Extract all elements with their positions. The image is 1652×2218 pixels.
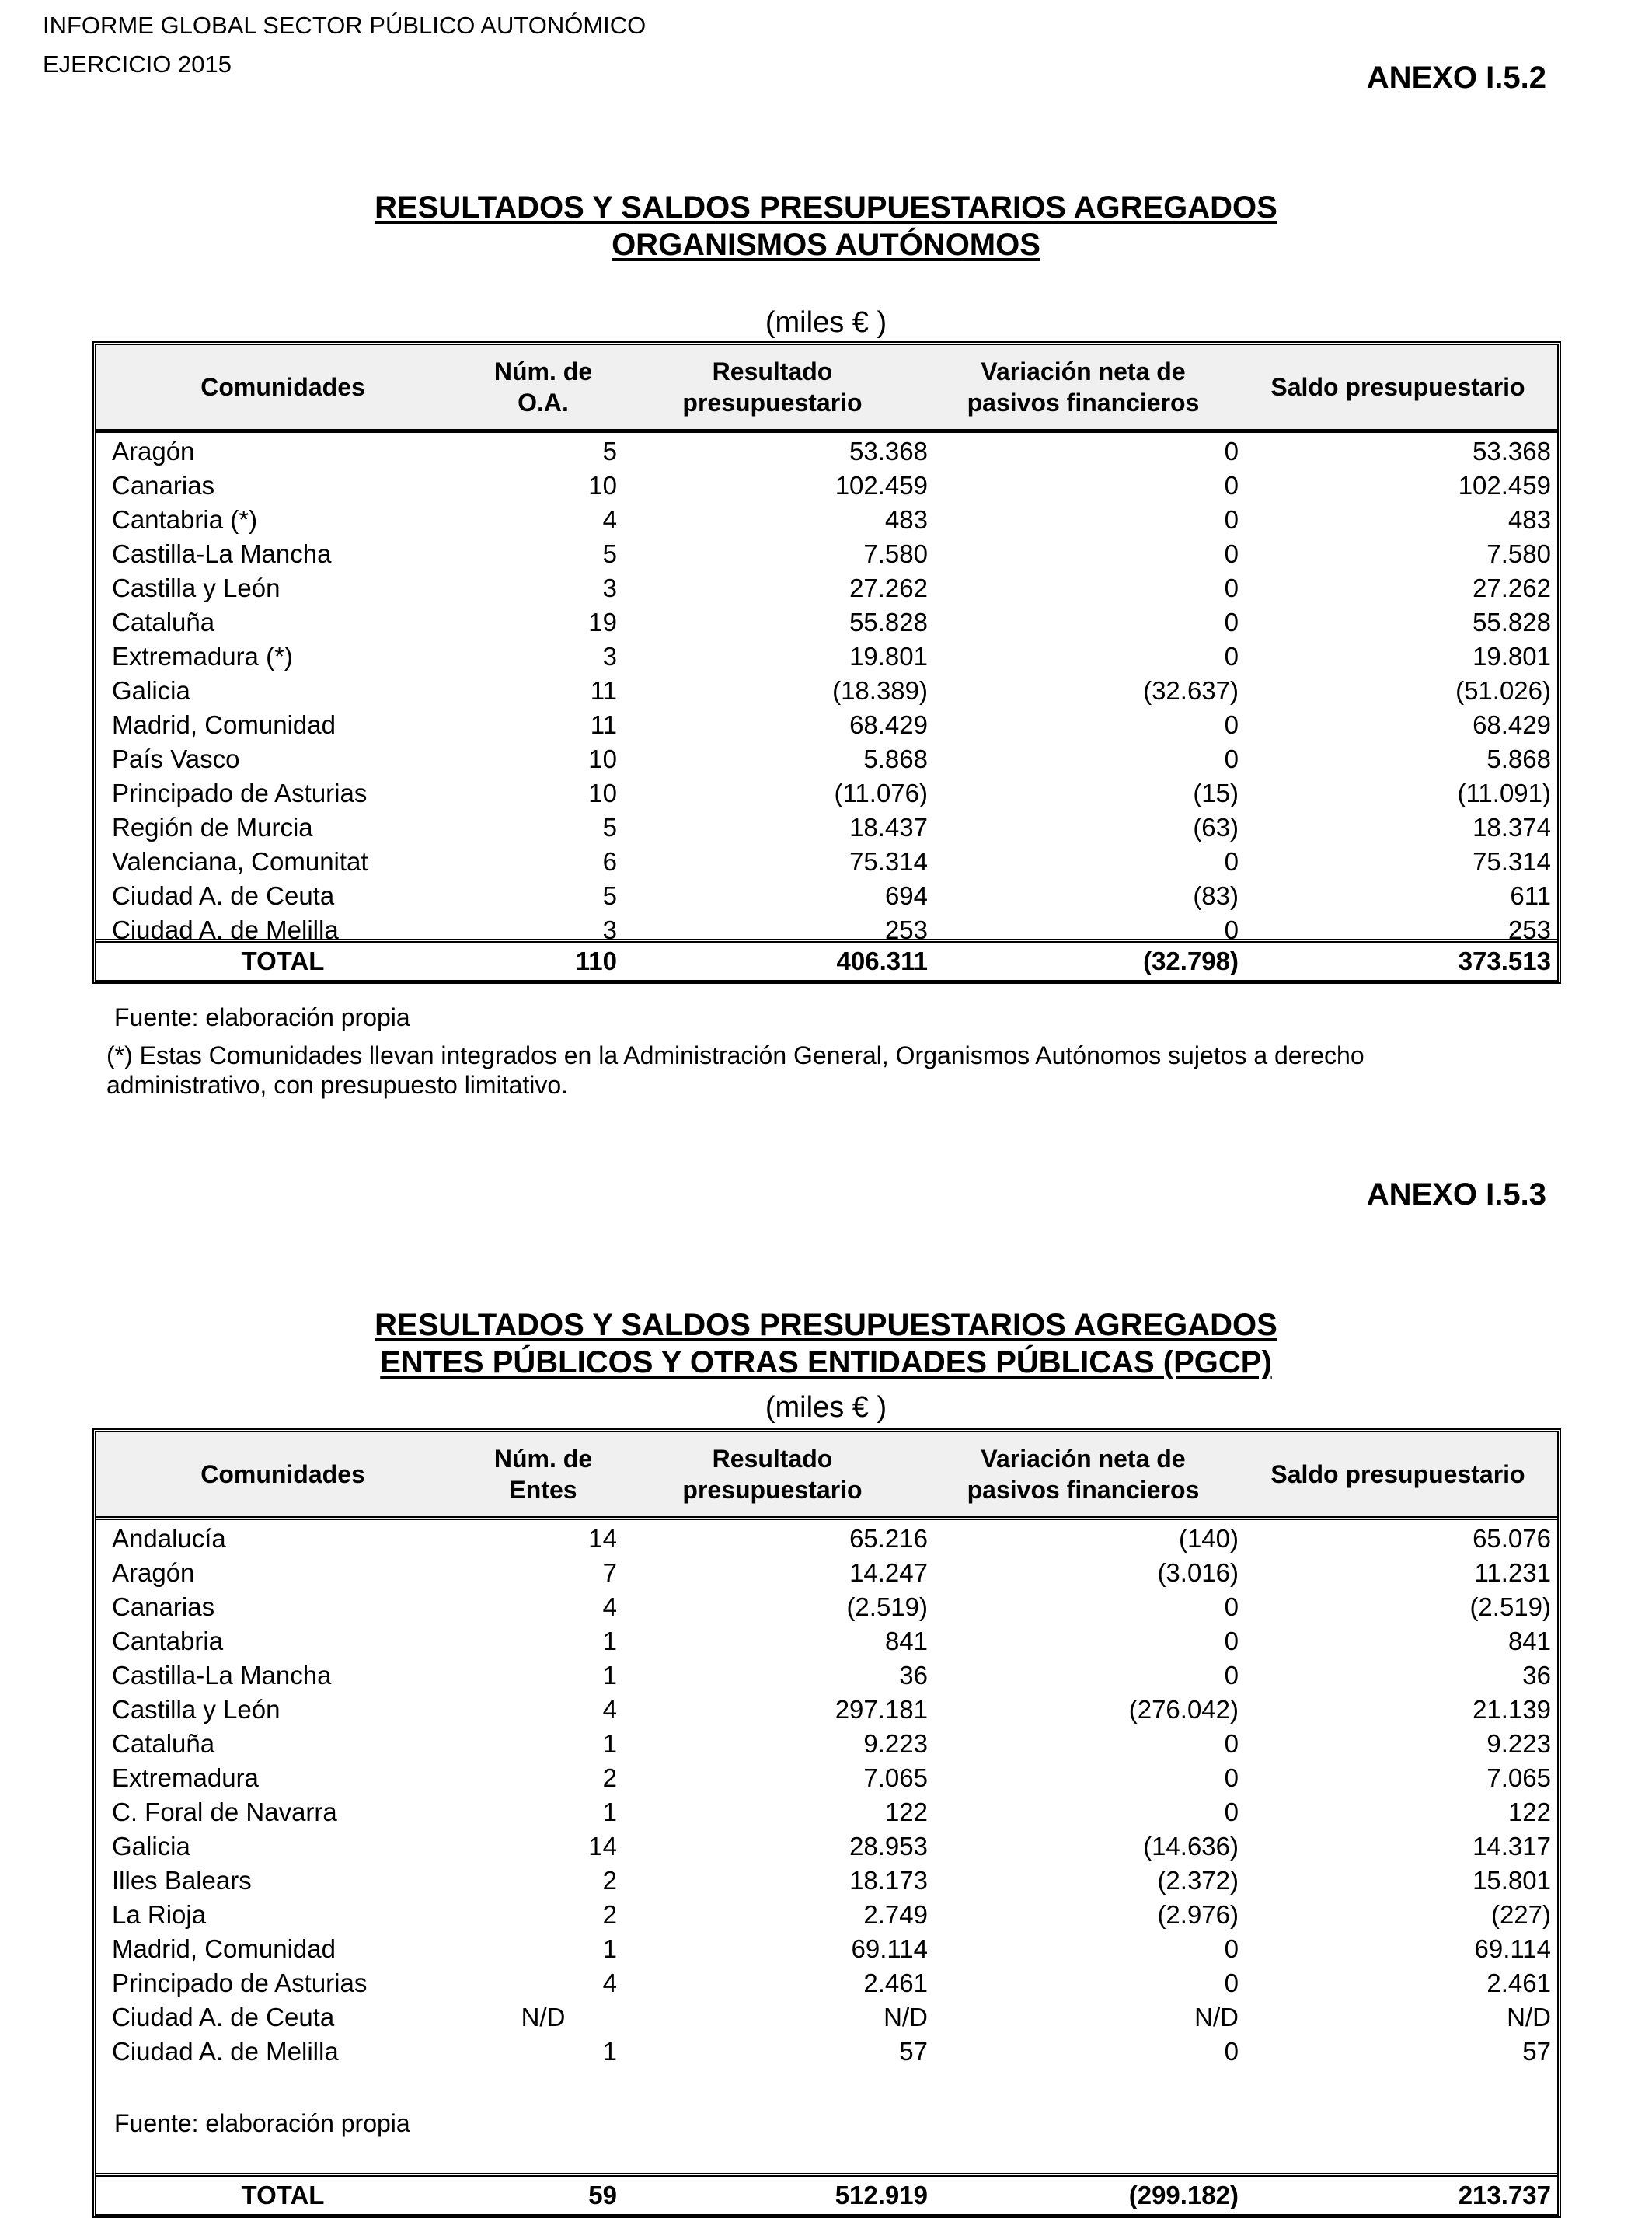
- cell-variacion: 0: [1224, 574, 1239, 602]
- source-note: Fuente: elaboración propia: [114, 1003, 410, 1031]
- cell-saldo: 65.076: [1473, 1524, 1551, 1553]
- cell-saldo: 122: [1507, 1798, 1551, 1826]
- cell-saldo: (11.091): [1457, 779, 1551, 807]
- cell-resultado: 102.459: [835, 471, 928, 500]
- cell-saldo: 75.314: [1473, 847, 1551, 876]
- table-subtitle: ORGANISMOS AUTÓNOMOS: [612, 228, 1040, 262]
- report-header-year: EJERCICIO 2015: [43, 51, 232, 78]
- table-row: [96, 1932, 1557, 1966]
- cell-comunidad: Región de Murcia: [112, 813, 313, 842]
- col-header-num: Núm. de Entes: [493, 1445, 593, 1504]
- budget-table-oa: [92, 341, 1561, 984]
- cell-comunidad: Castilla-La Mancha: [112, 539, 332, 568]
- table-row: [96, 605, 1557, 640]
- cell-resultado: 36: [899, 1661, 928, 1690]
- total-num: 110: [575, 947, 617, 975]
- table-row: [96, 1727, 1557, 1761]
- cell-resultado: 122: [884, 1798, 928, 1826]
- cell-num: 4: [602, 1695, 617, 1724]
- cell-saldo: (2.519): [1469, 1592, 1551, 1621]
- cell-resultado: 55.828: [849, 608, 928, 636]
- cell-num: 1: [602, 1729, 617, 1758]
- cell-comunidad: Galicia: [112, 1832, 190, 1861]
- cell-saldo: 27.262: [1473, 574, 1551, 602]
- cell-comunidad: Castilla-La Mancha: [112, 1661, 332, 1690]
- cell-comunidad: Andalucía: [112, 1524, 226, 1553]
- units-label: (miles € ): [765, 306, 887, 339]
- cell-num: 4: [602, 1969, 617, 1997]
- cell-num: 3: [602, 915, 617, 944]
- cell-num: 11: [590, 710, 617, 739]
- col-header-resultado: Resultado presupuestario: [682, 1445, 863, 1504]
- cell-comunidad: Canarias: [112, 471, 215, 500]
- cell-num: 2: [602, 1900, 617, 1929]
- cell-comunidad: Cantabria: [112, 1627, 224, 1655]
- cell-num: 14: [588, 1524, 617, 1553]
- table-row: [96, 2000, 1557, 2035]
- table-row: [96, 1556, 1557, 1590]
- cell-num: N/D: [521, 2003, 566, 2031]
- table-row: [96, 1761, 1557, 1795]
- cell-variacion: 0: [1224, 608, 1239, 636]
- cell-comunidad: Illes Balears: [112, 1866, 252, 1895]
- total-resultado: 406.311: [836, 947, 928, 975]
- cell-resultado: 53.368: [849, 437, 928, 466]
- table-row: [96, 708, 1557, 742]
- table-row: [96, 845, 1557, 879]
- cell-variacion: (32.637): [1143, 676, 1239, 705]
- cell-saldo: 483: [1507, 505, 1551, 534]
- cell-variacion: 0: [1224, 1627, 1239, 1655]
- cell-resultado: 7.065: [863, 1763, 928, 1792]
- total-variacion: (32.798): [1143, 947, 1239, 975]
- table-row: [96, 811, 1557, 845]
- cell-num: 1: [602, 1798, 617, 1826]
- cell-num: 3: [602, 574, 617, 602]
- cell-resultado: 18.437: [849, 813, 928, 842]
- table-row: [96, 1898, 1557, 1932]
- cell-variacion: (276.042): [1128, 1695, 1239, 1724]
- cell-resultado: 75.314: [849, 847, 928, 876]
- cell-num: 5: [602, 881, 617, 910]
- cell-variacion: 0: [1224, 2037, 1239, 2066]
- cell-comunidad: Madrid, Comunidad: [112, 710, 336, 739]
- cell-resultado: 68.429: [849, 710, 928, 739]
- table-body: [96, 1520, 1557, 2069]
- table-row: [96, 1829, 1557, 1864]
- cell-num: 5: [602, 813, 617, 842]
- cell-variacion: 0: [1224, 471, 1239, 500]
- cell-saldo: 55.828: [1473, 608, 1551, 636]
- cell-resultado: 18.173: [849, 1866, 928, 1895]
- cell-saldo: 14.317: [1473, 1832, 1551, 1861]
- total-label: TOTAL: [241, 2181, 325, 2209]
- cell-saldo: 11.231: [1474, 1558, 1551, 1587]
- cell-variacion: (63): [1193, 813, 1239, 842]
- table-header: [96, 345, 1557, 433]
- cell-num: 3: [602, 642, 617, 671]
- table-total-row: [96, 939, 1557, 980]
- cell-saldo: 611: [1510, 881, 1551, 910]
- cell-saldo: (51.026): [1455, 676, 1551, 705]
- cell-variacion: 0: [1224, 539, 1239, 568]
- cell-variacion: (2.372): [1157, 1866, 1239, 1895]
- cell-comunidad: La Rioja: [112, 1900, 207, 1929]
- cell-num: 10: [588, 779, 617, 807]
- cell-saldo: N/D: [1507, 2003, 1551, 2031]
- cell-comunidad: Ciudad A. de Ceuta: [112, 881, 335, 910]
- cell-resultado: 9.223: [863, 1729, 928, 1758]
- cell-saldo: 18.374: [1473, 813, 1551, 842]
- col-header-comunidades: Comunidades: [200, 1460, 365, 1488]
- col-header-variacion: Variación neta de pasivos financieros: [967, 357, 1200, 417]
- table-row: [96, 2035, 1557, 2069]
- cell-saldo: 102.459: [1458, 471, 1551, 500]
- cell-resultado: 7.580: [863, 539, 928, 568]
- table-row: [96, 1693, 1557, 1727]
- footnote: (*) Estas Comunidades llevan integrados en la Administración General, Organismos Autónomos sujetos a derecho administrativo, con presupuesto limitativo.: [106, 1041, 1364, 1100]
- table-header: [96, 1432, 1557, 1520]
- cell-comunidad: Extremadura (*): [112, 642, 293, 671]
- cell-resultado: 19.801: [849, 642, 928, 671]
- cell-variacion: 0: [1224, 847, 1239, 876]
- table-title: RESULTADOS Y SALDOS PRESUPUESTARIOS AGREGADOS: [375, 1308, 1277, 1342]
- annex-label: ANEXO I.5.3: [1366, 1177, 1546, 1212]
- cell-saldo: 7.065: [1486, 1763, 1551, 1792]
- table-row: [96, 1864, 1557, 1898]
- cell-num: 2: [602, 1763, 617, 1792]
- cell-saldo: (227): [1490, 1900, 1551, 1929]
- cell-saldo: 21.139: [1473, 1695, 1551, 1724]
- table-title: RESULTADOS Y SALDOS PRESUPUESTARIOS AGREGADOS: [375, 190, 1277, 225]
- cell-comunidad: País Vasco: [112, 745, 240, 773]
- cell-saldo: 7.580: [1486, 539, 1551, 568]
- cell-comunidad: Canarias: [112, 1592, 215, 1621]
- cell-saldo: 253: [1507, 915, 1551, 944]
- cell-saldo: 19.801: [1473, 642, 1551, 671]
- cell-saldo: 9.223: [1486, 1729, 1551, 1758]
- cell-comunidad: Extremadura: [112, 1763, 259, 1792]
- total-num: 59: [588, 2181, 617, 2209]
- cell-variacion: 0: [1224, 1798, 1239, 1826]
- table-row: [96, 1795, 1557, 1829]
- cell-saldo: 53.368: [1473, 437, 1551, 466]
- cell-comunidad: Madrid, Comunidad: [112, 1934, 336, 1963]
- table-row: [96, 571, 1557, 605]
- cell-num: 5: [602, 539, 617, 568]
- table-row: [96, 1658, 1557, 1693]
- cell-variacion: 0: [1224, 642, 1239, 671]
- cell-resultado: 483: [884, 505, 928, 534]
- cell-num: 11: [590, 676, 617, 705]
- table-body: [96, 433, 1557, 947]
- cell-saldo: 69.114: [1474, 1934, 1551, 1963]
- cell-variacion: 0: [1224, 915, 1239, 944]
- cell-saldo: 2.461: [1486, 1969, 1551, 1997]
- source-note: Fuente: elaboración propia: [114, 2109, 410, 2137]
- cell-comunidad: C. Foral de Navarra: [112, 1798, 337, 1826]
- cell-resultado: 253: [884, 915, 928, 944]
- cell-resultado: N/D: [884, 2003, 928, 2031]
- cell-variacion: 0: [1224, 1934, 1239, 1963]
- cell-variacion: 0: [1224, 1763, 1239, 1792]
- col-header-resultado: Resultado presupuestario: [682, 357, 863, 417]
- cell-saldo: 15.801: [1473, 1866, 1551, 1895]
- cell-num: 14: [588, 1832, 617, 1861]
- table-row: [96, 1624, 1557, 1658]
- cell-comunidad: Castilla y León: [112, 574, 281, 602]
- cell-variacion: 0: [1224, 745, 1239, 773]
- cell-num: 1: [602, 1661, 617, 1690]
- cell-comunidad: Aragón: [112, 437, 195, 466]
- annex-label: ANEXO I.5.2: [1366, 61, 1546, 95]
- cell-variacion: (3.016): [1157, 1558, 1239, 1587]
- cell-num: 10: [588, 471, 617, 500]
- cell-resultado: 14.247: [849, 1558, 928, 1587]
- cell-comunidad: Valenciana, Comunitat: [112, 847, 368, 876]
- cell-variacion: (14.636): [1143, 1832, 1239, 1861]
- cell-comunidad: Principado de Asturias: [112, 779, 368, 807]
- cell-num: 6: [602, 847, 617, 876]
- col-header-comunidades: Comunidades: [200, 373, 365, 401]
- cell-comunidad: Ciudad A. de Melilla: [112, 915, 339, 944]
- cell-variacion: (140): [1178, 1524, 1239, 1553]
- cell-variacion: 0: [1224, 1661, 1239, 1690]
- cell-resultado: 2.461: [863, 1969, 928, 1997]
- table-row: [96, 1590, 1557, 1624]
- cell-variacion: 0: [1224, 710, 1239, 739]
- cell-num: 4: [602, 1592, 617, 1621]
- total-label: TOTAL: [241, 947, 325, 975]
- table-row: [96, 879, 1557, 913]
- cell-resultado: (18.389): [832, 676, 928, 705]
- cell-num: 1: [602, 2037, 617, 2066]
- table-row: [96, 434, 1557, 469]
- cell-variacion: (83): [1193, 881, 1239, 910]
- cell-resultado: 5.868: [863, 745, 928, 773]
- col-header-num: Núm. de O.A.: [493, 357, 593, 417]
- cell-num: 1: [602, 1934, 617, 1963]
- total-saldo: 213.737: [1458, 2181, 1551, 2209]
- cell-resultado: 27.262: [849, 574, 928, 602]
- units-label: (miles € ): [765, 1391, 887, 1424]
- cell-saldo: 841: [1507, 1627, 1551, 1655]
- cell-resultado: 28.953: [849, 1832, 928, 1861]
- cell-comunidad: Cataluña: [112, 1729, 215, 1758]
- table-row: [96, 640, 1557, 674]
- cell-num: 1: [602, 1627, 617, 1655]
- cell-saldo: 68.429: [1473, 710, 1551, 739]
- report-header-title: INFORME GLOBAL SECTOR PÚBLICO AUTONÓMICO: [43, 12, 647, 39]
- cell-variacion: (2.976): [1157, 1900, 1239, 1929]
- table-row: [96, 742, 1557, 776]
- cell-resultado: (11.076): [834, 779, 928, 807]
- cell-variacion: 0: [1224, 1729, 1239, 1758]
- cell-comunidad: Cantabria (*): [112, 505, 258, 534]
- cell-variacion: (15): [1193, 779, 1239, 807]
- cell-resultado: 69.114: [851, 1934, 928, 1963]
- table-row: [96, 776, 1557, 811]
- cell-resultado: 841: [884, 1627, 928, 1655]
- cell-variacion: 0: [1224, 505, 1239, 534]
- cell-saldo: 5.868: [1486, 745, 1551, 773]
- table-row: [96, 674, 1557, 708]
- cell-num: 10: [588, 745, 617, 773]
- cell-resultado: 694: [884, 881, 928, 910]
- cell-resultado: (2.519): [846, 1592, 928, 1621]
- cell-variacion: 0: [1224, 1592, 1239, 1621]
- table-row: [96, 469, 1557, 503]
- cell-saldo: 36: [1522, 1661, 1551, 1690]
- cell-num: 7: [602, 1558, 617, 1587]
- table-row: [96, 1966, 1557, 2000]
- cell-num: 19: [588, 608, 617, 636]
- cell-resultado: 2.749: [863, 1900, 928, 1929]
- col-header-saldo: Saldo presupuestario: [1270, 373, 1525, 401]
- table-row: [96, 503, 1557, 537]
- table-row: [96, 1522, 1557, 1556]
- cell-comunidad: Castilla y León: [112, 1695, 281, 1724]
- col-header-variacion: Variación neta de pasivos financieros: [967, 1445, 1200, 1504]
- cell-resultado: 65.216: [849, 1524, 928, 1553]
- table-subtitle: ENTES PÚBLICOS Y OTRAS ENTIDADES PÚBLICAS (PGCP): [380, 1345, 1272, 1379]
- cell-comunidad: Principado de Asturias: [112, 1969, 368, 1997]
- table-total-row: [96, 2173, 1557, 2214]
- cell-num: 2: [602, 1866, 617, 1895]
- total-saldo: 373.513: [1458, 947, 1551, 975]
- cell-comunidad: Ciudad A. de Melilla: [112, 2037, 339, 2066]
- cell-resultado: 57: [899, 2037, 928, 2066]
- cell-num: 5: [602, 437, 617, 466]
- cell-comunidad: Galicia: [112, 676, 190, 705]
- cell-comunidad: Cataluña: [112, 608, 215, 636]
- total-resultado: 512.919: [835, 2181, 928, 2209]
- total-variacion: (299.182): [1128, 2181, 1239, 2209]
- cell-variacion: 0: [1224, 437, 1239, 466]
- cell-variacion: N/D: [1194, 2003, 1239, 2031]
- cell-num: 4: [602, 505, 617, 534]
- cell-comunidad: Aragón: [112, 1558, 195, 1587]
- table-row: [96, 537, 1557, 571]
- cell-resultado: 297.181: [835, 1695, 928, 1724]
- cell-variacion: 0: [1224, 1969, 1239, 1997]
- cell-comunidad: Ciudad A. de Ceuta: [112, 2003, 335, 2031]
- col-header-saldo: Saldo presupuestario: [1270, 1460, 1525, 1488]
- budget-table-entes: [92, 1428, 1561, 2218]
- cell-saldo: 57: [1522, 2037, 1551, 2066]
